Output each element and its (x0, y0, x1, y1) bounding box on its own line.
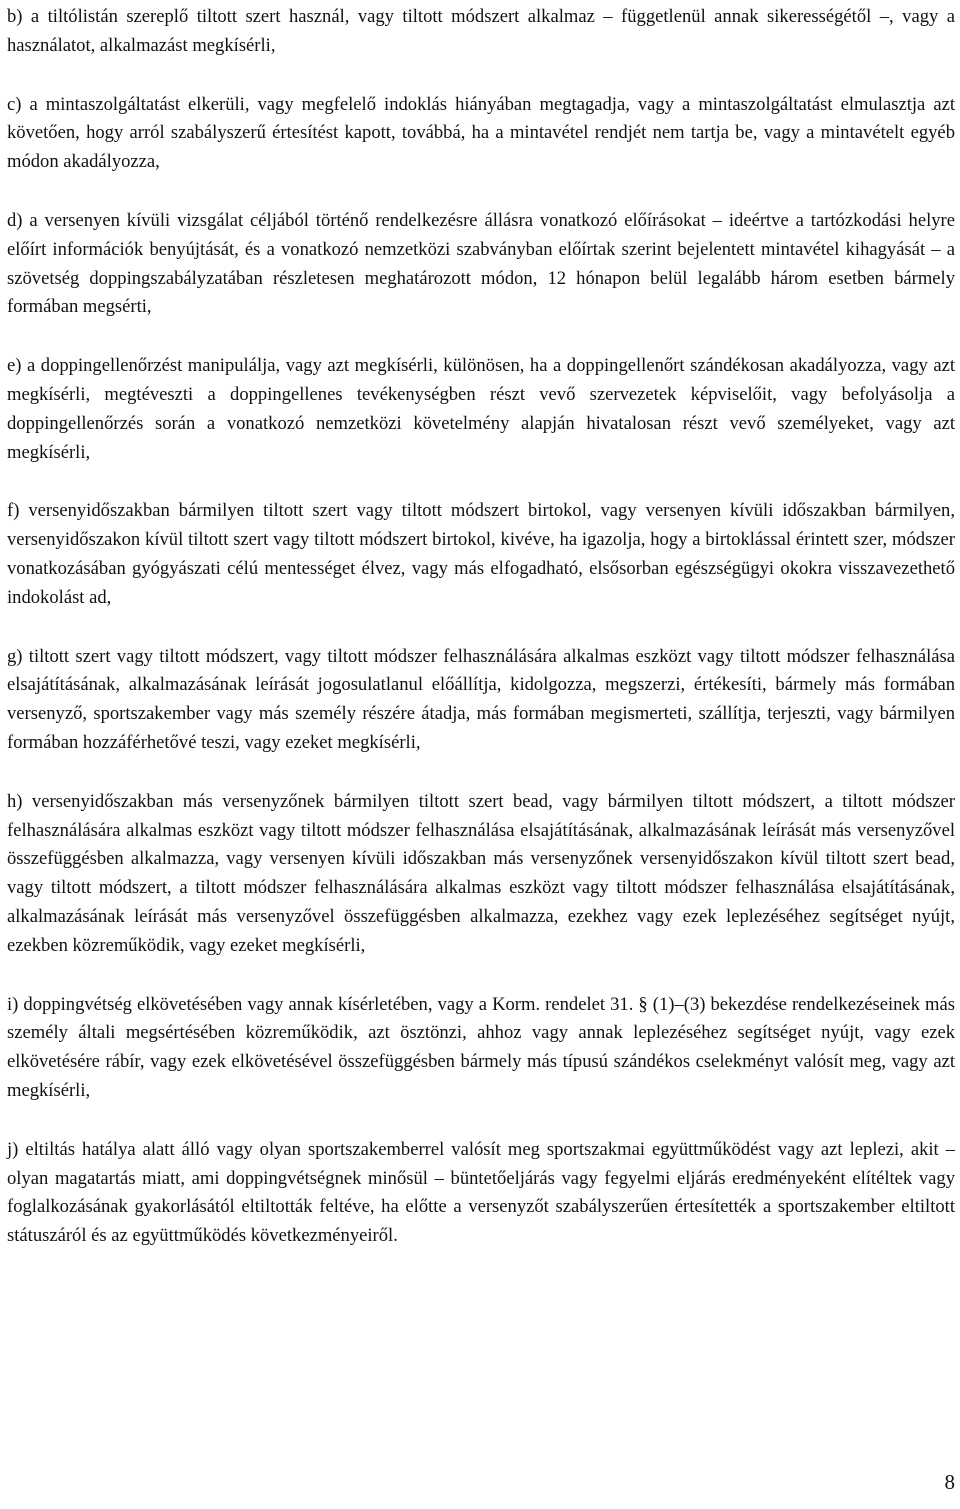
paragraph-g: g) tiltott szert vagy tiltott módszert, vagy tiltott módszer felhasználására alkalmas eszközt vagy tiltott módszer felhasználása elsajátításának, alkalmazásának leírását jogosulatlanul előállítja, kidolgozza, megszerzi, értékesíti, bármely más formában versenyző, sportszakember vagy más személy részére átadja, más formában megismerteti, szállítja, terjeszti, vagy bármilyen formában hozzáférhetővé teszi, vagy ezeket megkísérli, (7, 645, 955, 753)
paragraph-e: e) a doppingellenőrzést manipulálja, vagy azt megkísérli, különösen, ha a doppingellenőrt szándékosan akadályozza, vagy azt megkísérli, megtéveszti a doppingellenes tevékenységben részt vevő szervezetek képviselőit, vagy befolyásolja a doppingellenőrzés során a vonatkozó nemzetközi követelmény alapján hivatalosan részt vevő személyeket, vagy azt megkísérli, (7, 355, 955, 463)
paragraph-d: d) a versenyen kívüli vizsgálat céljából történő rendelkezésre állásra vonatkozó előírásokat – ideértve a tartózkodási helyre előírt információk benyújtását, és a vonatkozó nemzetközi szabványban előírtak szerint bejelentett mintavétel kihagyását – a szövetség doppingszabályzatában részletesen meghatározott módon, 12 hónapon belül legalább három esetben bármely formában megsérti, (7, 209, 955, 318)
paragraph-f: f) versenyidőszakban bármilyen tiltott szert vagy tiltott módszert birtokol, vagy versenyen kívüli időszakban bármilyen, versenyidőszakon kívül tiltott szert vagy tiltott módszert birtokol, kivéve, ha igazolja, hogy a birtoklással érintett szer, módszer vonatkozásában gyógyászati célú mentességet élvez, vagy más elfogadható, elsősorban egészségügyi okokra visszavezethető indokolást ad, (7, 500, 955, 608)
paragraph-c: c) a mintaszolgáltatást elkerüli, vagy megfelelő indoklás hiányában megtagadja, vagy a mintaszolgáltatást elmulasztja azt követően, hogy arról szabályszerű értesítést kapott, továbbá, ha a mintavétel rendjét nem tartja be, vagy a mintavételt egyéb módon akadályozza, (7, 93, 955, 173)
paragraph-b: b) a tiltólistán szereplő tiltott szert használ, vagy tiltott módszert alkalmaz – függetlenül annak sikerességétől –, vagy a használatot, alkalmazást megkísérli, (7, 6, 955, 56)
paragraph-h: h) versenyidőszakban más versenyzőnek bármilyen tiltott szert bead, vagy bármilyen tiltott módszert, a tiltott módszer felhasználására alkalmas eszközt vagy tiltott módszer felhasználása elsajátításának, alkalmazásának leírását más versenyzővel összefüggésben alkalmazza, vagy versenyen kívüli időszakban más versenyzőnek versenyidőszakon kívül tiltott szert bead, vagy tiltott módszert, a tiltott módszer felhasználására alkalmas eszközt vagy tiltott módszer felhasználása elsajátításának, alkalmazásának leírását más versenyzővel összefüggésben alkalmazza, ezekhez vagy ezek leplezéséhez segítséget nyújt, ezekben közreműködik, vagy ezeket megkísérli, (7, 790, 955, 956)
paragraph-j: j) eltiltás hatálya alatt álló vagy olyan sportszakemberrel valósít meg sportszakmai együttműködést vagy azt leplezi, akit – olyan magatartás miatt, ami doppingvétségnek minősül – büntetőeljárás vagy fegyelmi eljárás eredményeként elítéltek vagy foglalkozásának gyakorlásától eltiltották feltéve, ha előtte a versenyzőt szabályszerűen értesítették a sportszakember eltiltott státuszáról és az együttműködés következményeiről. (7, 1138, 955, 1247)
paragraph-i: i) doppingvétség elkövetésében vagy annak kísérletében, vagy a Korm. rendelet 31. § (1)–(3) bekezdése rendelkezéseinek más személy általi megsértésében közreműködik, azt ösztönzi, ahhoz vagy annak leplezéséhez segítséget nyújt, vagy ezek elkövetésére rábír, vagy ezek elkövetésével összefüggésben bármely más típusú szándékos cselekményt valósít meg, vagy azt megkísérli, (7, 993, 955, 1101)
page-number: 8 (944, 1470, 955, 1494)
document-page (7, 3, 955, 1281)
